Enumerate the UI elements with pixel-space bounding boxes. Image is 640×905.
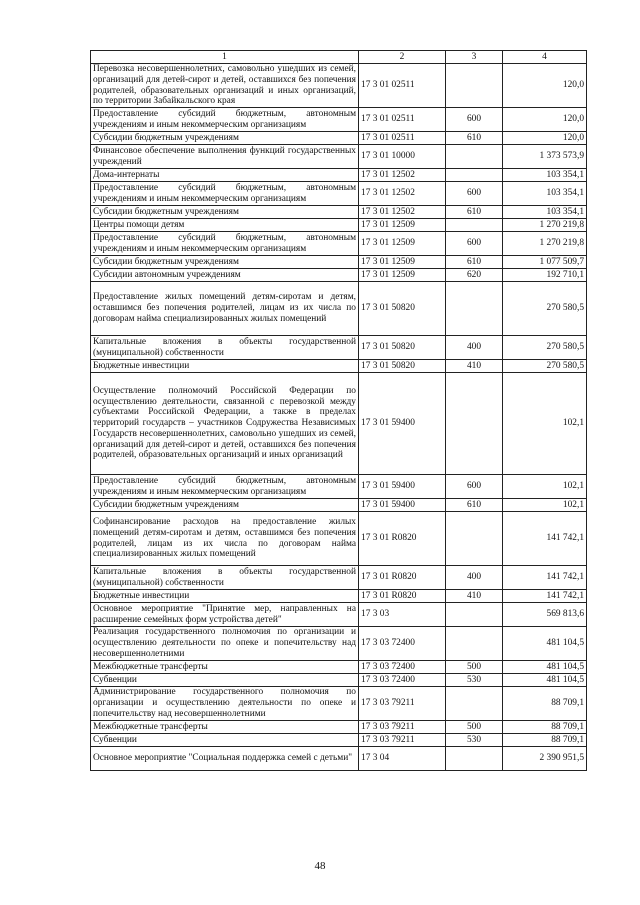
table-row <box>91 169 587 182</box>
table-row <box>91 566 587 590</box>
row-amount: 481 104,5 <box>503 661 587 674</box>
row-name: Предоставление субсидий бюджетным, автономным учреждениям и иным некоммерческим организациям <box>91 475 359 499</box>
row-expense-type <box>446 603 503 627</box>
row-amount: 88 709,1 <box>503 734 587 747</box>
row-name: Предоставление субсидий бюджетным, автономным учреждениям и иным некоммерческим организациям <box>91 182 359 206</box>
row-code: 17 3 01 12509 <box>359 219 446 232</box>
table-row <box>91 475 587 499</box>
table-row <box>91 108 587 132</box>
row-name: Основное мероприятие "Принятие мер, направленных на расширение семейных форм устройства детей" <box>91 603 359 627</box>
table-row <box>91 182 587 206</box>
row-name: Межбюджетные трансферты <box>91 661 359 674</box>
table-row <box>91 590 587 603</box>
table-row <box>91 132 587 145</box>
budget-table <box>90 50 587 771</box>
row-expense-type: 500 <box>446 661 503 674</box>
row-code: 17 3 01 12509 <box>359 269 446 282</box>
row-amount: 103 354,1 <box>503 169 587 182</box>
row-name: Субвенции <box>91 734 359 747</box>
row-name: Основное мероприятие "Социальная поддержка семей с детьми" <box>91 747 359 771</box>
row-expense-type <box>446 687 503 721</box>
row-expense-type <box>446 627 503 661</box>
row-expense-type: 620 <box>446 269 503 282</box>
row-amount: 141 742,1 <box>503 512 587 566</box>
row-amount: 120,0 <box>503 132 587 145</box>
row-name: Предоставление субсидий бюджетным, автономным учреждениям и иным некоммерческим организациям <box>91 232 359 256</box>
table-row <box>91 603 587 627</box>
row-code: 17 3 03 72400 <box>359 674 446 687</box>
row-amount: 569 813,6 <box>503 603 587 627</box>
row-expense-type <box>446 373 503 475</box>
row-amount: 88 709,1 <box>503 721 587 734</box>
header-col-3: 3 <box>446 51 503 64</box>
row-code: 17 3 03 72400 <box>359 627 446 661</box>
row-amount: 270 580,5 <box>503 282 587 336</box>
row-amount: 192 710,1 <box>503 269 587 282</box>
row-code: 17 3 01 R0820 <box>359 566 446 590</box>
row-expense-type: 410 <box>446 360 503 373</box>
row-code: 17 3 01 02511 <box>359 108 446 132</box>
table-row <box>91 674 587 687</box>
table-row <box>91 282 587 336</box>
row-code: 17 3 01 50820 <box>359 360 446 373</box>
row-name: Реализация государственного полномочия по организации и осуществлению деятельности по опеке и попечительству над несовершеннолетними <box>91 627 359 661</box>
row-name: Финансовое обеспечение выполнения функций государственных учреждений <box>91 145 359 169</box>
row-amount: 141 742,1 <box>503 566 587 590</box>
row-expense-type <box>446 747 503 771</box>
row-name: Перевозка несовершеннолетних, самовольно ушедших из семей, организаций для детей-сирот и детей, оставшихся без попечения родителей, образовательных организаций и иных организаций, по территории Забайкальского края <box>91 64 359 108</box>
row-code: 17 3 01 59400 <box>359 373 446 475</box>
row-name: Софинансирование расходов на предоставление жилых помещений детям-сиротам и детям, оставшимся без попечения родителей, лицам из их числа по договорам найма специализированных жилых помещений <box>91 512 359 566</box>
header-col-2: 2 <box>359 51 446 64</box>
table-row <box>91 256 587 269</box>
row-name: Капитальные вложения в объекты государственной (муниципальной) собственности <box>91 336 359 360</box>
table-row <box>91 232 587 256</box>
row-expense-type: 530 <box>446 674 503 687</box>
row-code: 17 3 01 12502 <box>359 169 446 182</box>
row-amount: 481 104,5 <box>503 627 587 661</box>
table-row <box>91 512 587 566</box>
row-expense-type: 600 <box>446 182 503 206</box>
table-row <box>91 219 587 232</box>
table-header-row <box>91 51 587 64</box>
row-amount: 481 104,5 <box>503 674 587 687</box>
row-expense-type <box>446 169 503 182</box>
row-expense-type: 610 <box>446 132 503 145</box>
row-code: 17 3 01 02511 <box>359 132 446 145</box>
row-code: 17 3 01 12502 <box>359 206 446 219</box>
row-expense-type <box>446 512 503 566</box>
row-amount: 1 270 219,8 <box>503 219 587 232</box>
row-code: 17 3 03 79211 <box>359 721 446 734</box>
row-code: 17 3 01 R0820 <box>359 590 446 603</box>
row-name: Дома-интернаты <box>91 169 359 182</box>
row-name: Бюджетные инвестиции <box>91 360 359 373</box>
row-expense-type: 610 <box>446 499 503 512</box>
row-expense-type: 500 <box>446 721 503 734</box>
row-code: 17 3 01 12509 <box>359 256 446 269</box>
row-name: Администрирование государственного полномочия по организации и осуществлению деятельности по опеке и попечительству над несовершеннолетними <box>91 687 359 721</box>
row-code: 17 3 03 72400 <box>359 661 446 674</box>
row-amount: 120,0 <box>503 108 587 132</box>
row-code: 17 3 03 79211 <box>359 734 446 747</box>
row-expense-type: 410 <box>446 590 503 603</box>
row-name: Субсидии автономным учреждениям <box>91 269 359 282</box>
row-expense-type <box>446 64 503 108</box>
row-name: Субсидии бюджетным учреждениям <box>91 132 359 145</box>
table-row <box>91 721 587 734</box>
row-name: Субвенции <box>91 674 359 687</box>
row-code: 17 3 01 12502 <box>359 182 446 206</box>
header-col-1: 1 <box>91 51 359 64</box>
row-expense-type <box>446 145 503 169</box>
row-expense-type: 600 <box>446 108 503 132</box>
row-name: Межбюджетные трансферты <box>91 721 359 734</box>
row-expense-type: 400 <box>446 566 503 590</box>
row-name: Предоставление жилых помещений детям-сиротам и детям, оставшимся без попечения родителей, лицам из их числа по договорам найма специализированных жилых помещений <box>91 282 359 336</box>
row-name: Бюджетные инвестиции <box>91 590 359 603</box>
row-amount: 2 390 951,5 <box>503 747 587 771</box>
row-amount: 270 580,5 <box>503 336 587 360</box>
table-row <box>91 687 587 721</box>
row-name: Капитальные вложения в объекты государственной (муниципальной) собственности <box>91 566 359 590</box>
row-amount: 141 742,1 <box>503 590 587 603</box>
row-amount: 1 077 509,7 <box>503 256 587 269</box>
row-name: Субсидии бюджетным учреждениям <box>91 499 359 512</box>
row-expense-type: 530 <box>446 734 503 747</box>
row-amount: 120,0 <box>503 64 587 108</box>
row-expense-type: 600 <box>446 232 503 256</box>
table-row <box>91 145 587 169</box>
row-amount: 88 709,1 <box>503 687 587 721</box>
row-code: 17 3 01 02511 <box>359 64 446 108</box>
table-row <box>91 734 587 747</box>
table-row <box>91 64 587 108</box>
row-amount: 1 270 219,8 <box>503 232 587 256</box>
table-row <box>91 661 587 674</box>
row-amount: 102,1 <box>503 475 587 499</box>
row-name: Субсидии бюджетным учреждениям <box>91 256 359 269</box>
table-row <box>91 269 587 282</box>
row-amount: 103 354,1 <box>503 182 587 206</box>
row-code: 17 3 01 R0820 <box>359 512 446 566</box>
row-expense-type: 400 <box>446 336 503 360</box>
row-code: 17 3 03 79211 <box>359 687 446 721</box>
row-code: 17 3 01 59400 <box>359 475 446 499</box>
table-row <box>91 627 587 661</box>
row-expense-type: 600 <box>446 475 503 499</box>
page-number: 48 <box>314 860 326 872</box>
table-row <box>91 336 587 360</box>
row-code: 17 3 01 12509 <box>359 232 446 256</box>
row-code: 17 3 01 59400 <box>359 499 446 512</box>
row-code: 17 3 01 10000 <box>359 145 446 169</box>
row-code: 17 3 01 50820 <box>359 282 446 336</box>
row-name: Предоставление субсидий бюджетным, автономным учреждениям и иным некоммерческим организациям <box>91 108 359 132</box>
row-name: Осуществление полномочий Российской Федерации по осуществлению деятельности, связанной с перевозкой между субъектами Российской Федерации, а также в пределах территорий государств – участников Содружества Независимых Государств несовершеннолетних, самовольно ушедших из семей, организаций для детей-сирот и детей, оставшихся без попечения родителей, образовательных организаций и иных организаций <box>91 373 359 475</box>
row-code: 17 3 04 <box>359 747 446 771</box>
row-expense-type: 610 <box>446 206 503 219</box>
table-row <box>91 206 587 219</box>
row-expense-type: 610 <box>446 256 503 269</box>
row-code: 17 3 03 <box>359 603 446 627</box>
row-amount: 1 373 573,9 <box>503 145 587 169</box>
header-col-4: 4 <box>503 51 587 64</box>
table-row <box>91 373 587 475</box>
row-amount: 102,1 <box>503 373 587 475</box>
row-expense-type <box>446 219 503 232</box>
row-amount: 103 354,1 <box>503 206 587 219</box>
row-name: Субсидии бюджетным учреждениям <box>91 206 359 219</box>
row-code: 17 3 01 50820 <box>359 336 446 360</box>
table-row <box>91 747 587 771</box>
table-row <box>91 499 587 512</box>
table-row <box>91 360 587 373</box>
row-name: Центры помощи детям <box>91 219 359 232</box>
row-amount: 270 580,5 <box>503 360 587 373</box>
row-expense-type <box>446 282 503 336</box>
row-amount: 102,1 <box>503 499 587 512</box>
